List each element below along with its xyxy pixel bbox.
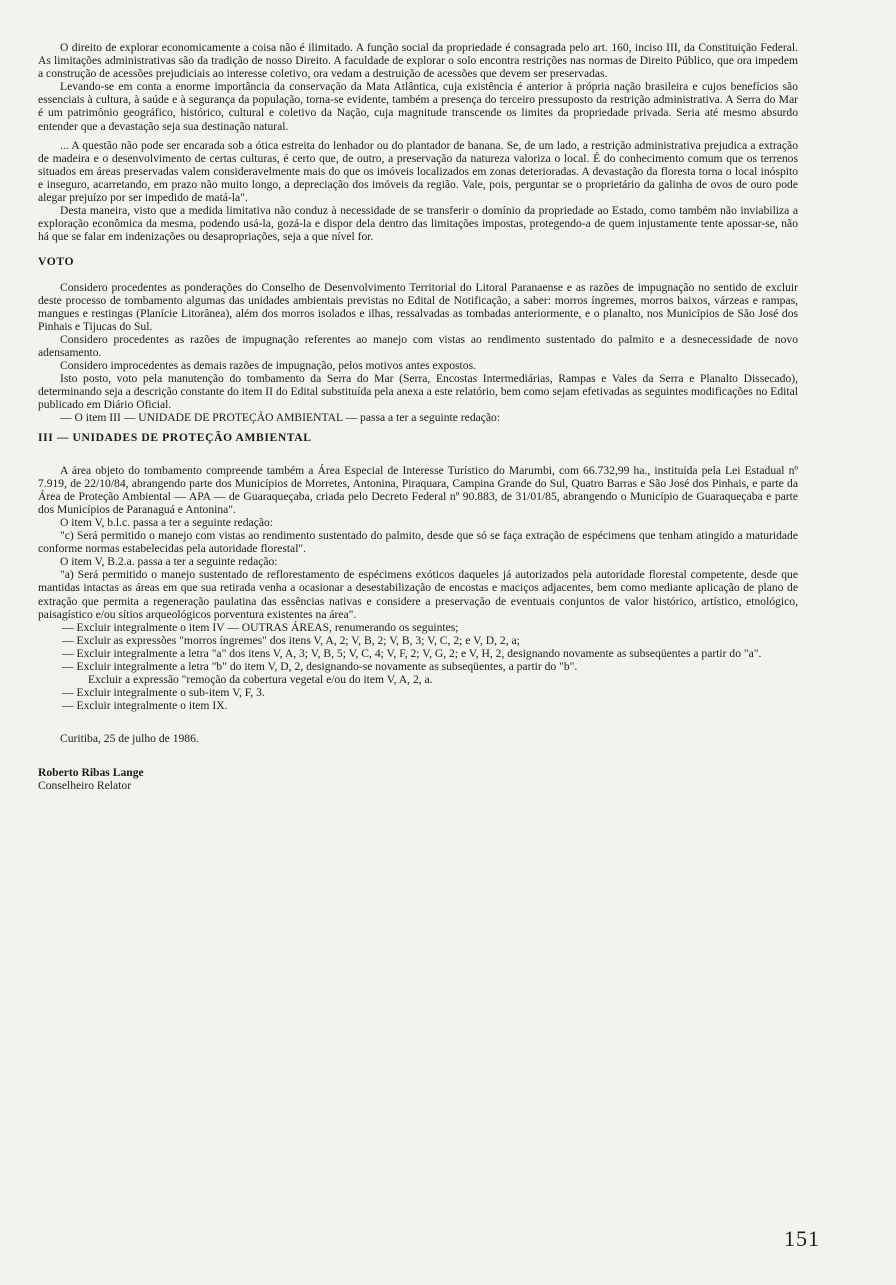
changes-list [38, 621, 798, 713]
quote-paragraph: "c) Será permitido o manejo com vistas ao rendimento sustentado do palmito, desde que só se faça extração de espécimens que tenham atingido a maturidade conforme normas estabelecidas pela autoridade florestal". [38, 529, 798, 556]
paragraph: O item V, B.2.a. passa a ter a seguinte redação: [60, 555, 278, 569]
quote-paragraph: "a) Será permitido o manejo sustentado de reflorestamento de espécimens exóticos daqueles já autorizados pela autoridade florestal competente, desde que mantidas intactas as áreas em que sua retirada venha a ocasionar a desestabilização de encostas e maciços adjacentes, bem como mediante aplicação de plano de extração que permita a regeneração paulatina das essências nativas e considere a preservação de eventuais conjuntos de valor histórico, artístico, etnológico, paisagístico e/ou sítios arqueológicos porventura existentes na área". [38, 568, 798, 621]
paragraph: Considero procedentes as razões de impugnação referentes ao manejo com vistas ao rendimento sustentado do palmito e a desnecessidade de novo adensamento. [38, 332, 798, 359]
paragraph: O direito de explorar economicamente a coisa não é ilimitado. A função social da propriedade é consagrada pelo art. 160, inciso III, da Constituição Federal. As limitações administrativas são da tradição de nosso Direito. A faculdade de explorar o solo encontra restrições nas normas de Direito Público, que ora impedem a construção de acessões prejudiciais ao interesse coletivo, ora vedam a destruição de acessões que devem ser preservadas. [38, 41, 798, 81]
paragraph: O item V, b.l.c. passa a ter a seguinte redação: [60, 516, 274, 529]
paragraph: ... A questão não pode ser encarada sob a ótica estreita do lenhador ou do plantador de banana. Se, de um lado, a restrição administrativa prejudica a extração de madeira e o desenvolvimento de certas culturas, é certo que, de outro, a preservação da natureza valoriza o local. É do conhecimento comum que os terrenos situados em áreas preservadas valem consideravelmente mais do que os imóveis localizados em zonas deterioradas. A devastação da floresta torna o local inóspito e inseguro, acarretando, em prazo não muito longo, a depreciação dos imóveis da região. Vale, pois, perguntar se o proprietário da galinha de ovos de ouro pode alegar prejuízo por ser impedido de matá-la". [38, 138, 798, 205]
paragraph: Levando-se em conta a enorme importância da conservação da Mata Atlântica, cuja existência é anterior à própria nação brasileira e cujos benefícios são essenciais à cultura, à saúde e à segurança da população, torna-se evidente, também a presença do terceiro pressuposto da restrição administrativa. A Serra do Mar é um patrimônio geográfico, histórico, cultural e coletivo da Nação, cuja magnitude transcende os limites da propriedade privada. Seria até mesmo absurdo entender que a devastação seja sua destinação natural. [38, 80, 798, 133]
list-item: Excluir a expressão "remoção da cobertura vegetal e/ou do item V, A, 2, a. [88, 673, 433, 687]
voto-heading: VOTO [38, 255, 75, 269]
list-item: — Excluir as expressões "morros íngremes" dos itens V, A, 2; V, B, 2; V, B, 3; V, C, 2; e V, D, 2, a; [62, 633, 520, 647]
date-line: Curitiba, 25 de julho de 1986. [60, 732, 199, 746]
signature-name: Roberto Ribas Lange [38, 765, 144, 779]
page-number: 151 [784, 1226, 820, 1251]
document-body [38, 41, 798, 792]
list-item: — Excluir integralmente o sub-item V, F, 3. [62, 686, 265, 700]
list-item: — Excluir integralmente a letra "a" dos itens V, A, 3; V, B, 5; V, C, 4; V, F, 2; V, G, 2; e V, H, 2, designando novamente as subseqüentes a partir do "a". [62, 646, 762, 660]
list-item: — Excluir integralmente o item IX. [62, 699, 228, 713]
paragraph: Considero improcedentes as demais razões de impugnação, pelos motivos antes expostos. [60, 359, 476, 373]
paragraph: Desta maneira, visto que a medida limitativa não conduz à necessidade de se transferir o domínio da propriedade ao Estado, como também não inviabiliza a exploração econômica da mesma, podendo usá-la, gozá-la e dispor dela dentro das limitações impostas, protegendo-a de quem injustamente tente apossar-se, não há que se falar em indenizações ou desapropriações, seja a que nível for. [38, 204, 798, 244]
paragraph: Considero procedentes as ponderações do Conselho de Desenvolvimento Territorial do Litoral Paranaense e as razões de impugnação no sentido de excluir deste processo de tombamento algumas das unidades ambientais previstas no Edital de Notificação, a saber: morros íngremes, morros baixos, várzeas e rampas, mangues e restingas (Planície Litorânea), além dos morros isolados e ilhas, ressalvadas as tombadas anteriormente, e o planalto, nos Municípios de São José dos Pinhais e Tijucas do Sul. [38, 280, 798, 333]
signature-title: Conselheiro Relator [38, 778, 132, 792]
paragraph: Isto posto, voto pela manutenção do tombamento da Serra do Mar (Serra, Encostas Intermediárias, Rampas e Vales da Serra e Planalto Dissecado), determinando seja a descrição constante do item II do Edital substituída pela anexa a este relatório, bem como sejam efetivadas as seguintes modificações no Edital publicado em Diário Oficial. [38, 372, 798, 412]
section-heading: III — UNIDADES DE PROTEÇÃO AMBIENTAL [38, 430, 312, 444]
paragraph: A área objeto do tombamento compreende também a Área Especial de Interesse Turístico do Marumbi, com 66.732,99 ha., instituída pela Lei Estadual nº 7.919, de 22/10/84, abrangendo parte dos Municípios de Morretes, Antonina, Piraquara, Campina Grande do Sul, Quatro Barras e São José dos Pinhais, e parte da Área de Proteção Ambiental — APA — de Guaraqueçaba, criada pelo Decreto Federal nº 90.883, de 31/01/85, abrangendo o Município de Guaraqueçaba e parte dos Municípios de Paranaguá e Antonina". [38, 463, 798, 516]
list-item: — Excluir integralmente o item IV — OUTRAS ÁREAS, renumerando os seguintes; [62, 620, 459, 634]
paragraph: — O item III — UNIDADE DE PROTEÇÃO AMBIENTAL — passa a ter a seguinte redação: [60, 411, 501, 425]
list-item: — Excluir integralmente a letra "b" do item V, D, 2, designando-se novamente as subseqüentes, a partir do "b". [62, 660, 578, 674]
